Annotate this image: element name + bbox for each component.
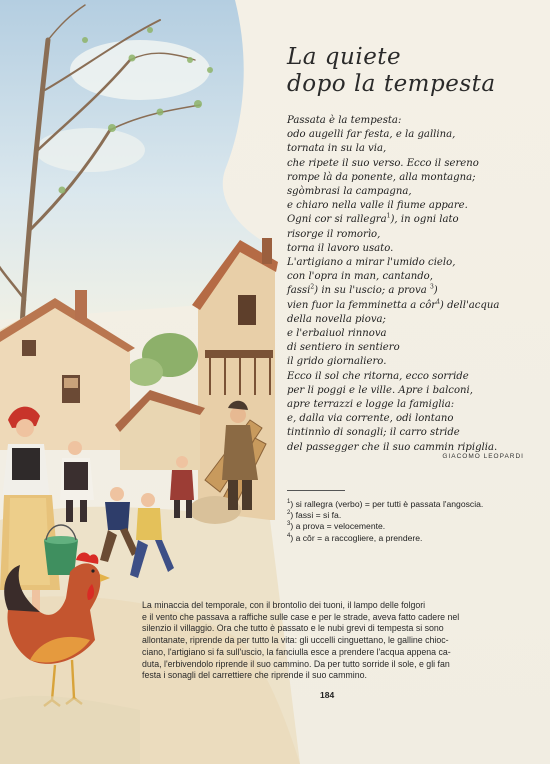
poem-line-text: che ripete il suo verso. Ecco il sereno [287,157,479,169]
footnote-number: 2 [287,510,291,517]
title-line-2: dopo la tempesta [287,71,496,97]
poem-line-text-cont: in su l'uscio; a prova [318,285,427,297]
footnote-text: a côr = a raccogliere, a prendere. [295,532,423,543]
poem-line-text: e chiaro nella valle il fiume appare. [287,200,468,212]
footnote-number: 3 [287,521,291,528]
prose-line: ciano, l'artigiano si fa sull'uscio, la fanciulla esce a prendere l'acqua appena ca- [142,646,451,657]
prose-paragraph [142,600,530,682]
footnote-ref: 3 [429,284,434,292]
prose-line: La minaccia del temporale, con il brontolìo dei tuoni, il lampo delle folgori [142,600,426,610]
poem-line-text: odo augelli far festa, e la gallina, [287,129,456,141]
footnote-text: fassi = si fa. [295,510,342,521]
footnote-ref: 2 [310,284,315,292]
footnote-item: $^1$) si rallegra (verbo) = per tutti è passata l'angoscia. [287,499,484,509]
footnote-ref: 1 [386,213,391,221]
poem-line [287,341,537,355]
poem-line-text: Ogni cor si rallegra [287,214,387,226]
page-number: 184 [320,690,335,700]
poem-line-text: con l'opra in man, cantando, [287,271,433,283]
prose-line: silenzio il villaggio. Ora che tutto è passato e le nubi grevi di tempesta si sono [142,623,444,634]
poem-line [287,370,537,384]
footnote-divider [287,490,345,491]
footnote-text: a prova = velocemente. [295,521,386,532]
poem-line [287,242,537,256]
poem-line [287,398,537,412]
poem-line [287,185,537,199]
footnote-item: $^3$) a prova = velocemente. [287,521,386,532]
footnote-number: 1 [287,499,291,506]
poem-line [287,142,537,156]
footnotes [287,499,537,544]
poem-author: GIACOMO LEOPARDI [442,453,524,460]
poem-line [287,327,537,341]
poem-line-text-cont: dell'acqua [443,299,500,311]
poem-line-text: del passegger che il suo cammin ripiglia. [287,441,498,453]
poem-line-text: Ecco il sol che ritorna, ecco sorride [287,370,469,382]
poem-line [287,157,537,171]
title-line-1: La quiete [287,44,402,70]
prose-line: duta, l'erbivendolo riprende il suo cammino. Da per tutto sorride il sole, e gli fan [142,658,450,669]
poem-line [287,128,537,142]
prose-line: festa i sonagli del carrettiere che riprende il suo cammino. [142,670,367,681]
poem-line [287,114,537,128]
poem-line-text: per li poggi e le ville. Apre i balconi, [287,384,473,396]
poem-line [287,426,537,440]
poem-line-text: sgòmbrasi la campagna, [287,186,412,198]
poem-line-text: Passata è la tempesta: [287,115,402,126]
poem-line-text: fassi [287,285,311,297]
poem-line-text: e, dalla via corrente, odi lontano [287,413,454,425]
poem-line-text: il grido giornaliero. [287,356,387,368]
poem-line-text: torna il lavoro usato. [287,242,394,254]
poem-line [287,270,537,284]
footnote-item: $^4$) a côr = a raccogliere, a prendere. [287,532,423,543]
poem-line-text: di sentiero in sentiero [287,342,400,354]
poem-line: Ogni cor si rallegra$^1$), in ogni lato [287,213,459,226]
prose-line: e il vento che passava a raffiche sulle case e per le strade, aveva fatto cadere nel [142,611,460,622]
poem-title [287,44,496,98]
poem-line-text: L'artigiano a mirar l'umido cielo, [287,257,456,269]
poem-line-text: rompe là da ponente, alla montagna; [287,171,476,183]
poem-line-text: tintinnìo di sonagli; il carro stride [287,427,460,439]
poem-line [287,313,537,327]
footnote-ref: 4 [436,298,440,306]
poem-line: vien fuor la femminetta a côr$^4$) dell'acqua [287,298,500,311]
prose-line: allontanate, riprende da per tutto la vita: gli uccelli cinguettano, le galline chioc- [142,635,449,646]
poem-line [287,228,537,242]
poem-line: fassi$^2$) in su l'uscio; a prova $^3$) [287,284,438,297]
poem-text [287,114,537,455]
poem-line-text: della novella piova; [287,313,386,325]
poem-line-text: e l'erbaiuol rinnova [287,328,387,340]
poem-line-text: apre terrazzi e logge la famiglia: [287,399,455,411]
poem-line [287,171,537,185]
poem-line [287,384,537,398]
poem-line [287,199,537,213]
poem-line [287,412,537,426]
poem-line-text-cont: , in ogni lato [394,214,459,226]
footnote-item: $^2$) fassi = si fa. [287,510,342,521]
footnote-text: si rallegra (verbo) = per tutti è passata l'angoscia. [295,499,484,509]
poem-line [287,355,537,369]
footnote-number: 4 [287,532,291,539]
poem-line-text: vien fuor la femminetta a côr [287,299,437,311]
poem-line [287,256,537,270]
poem-line-text: tornata in su la via, [287,143,387,155]
poem-line-text: risorge il romorìo, [287,228,381,240]
